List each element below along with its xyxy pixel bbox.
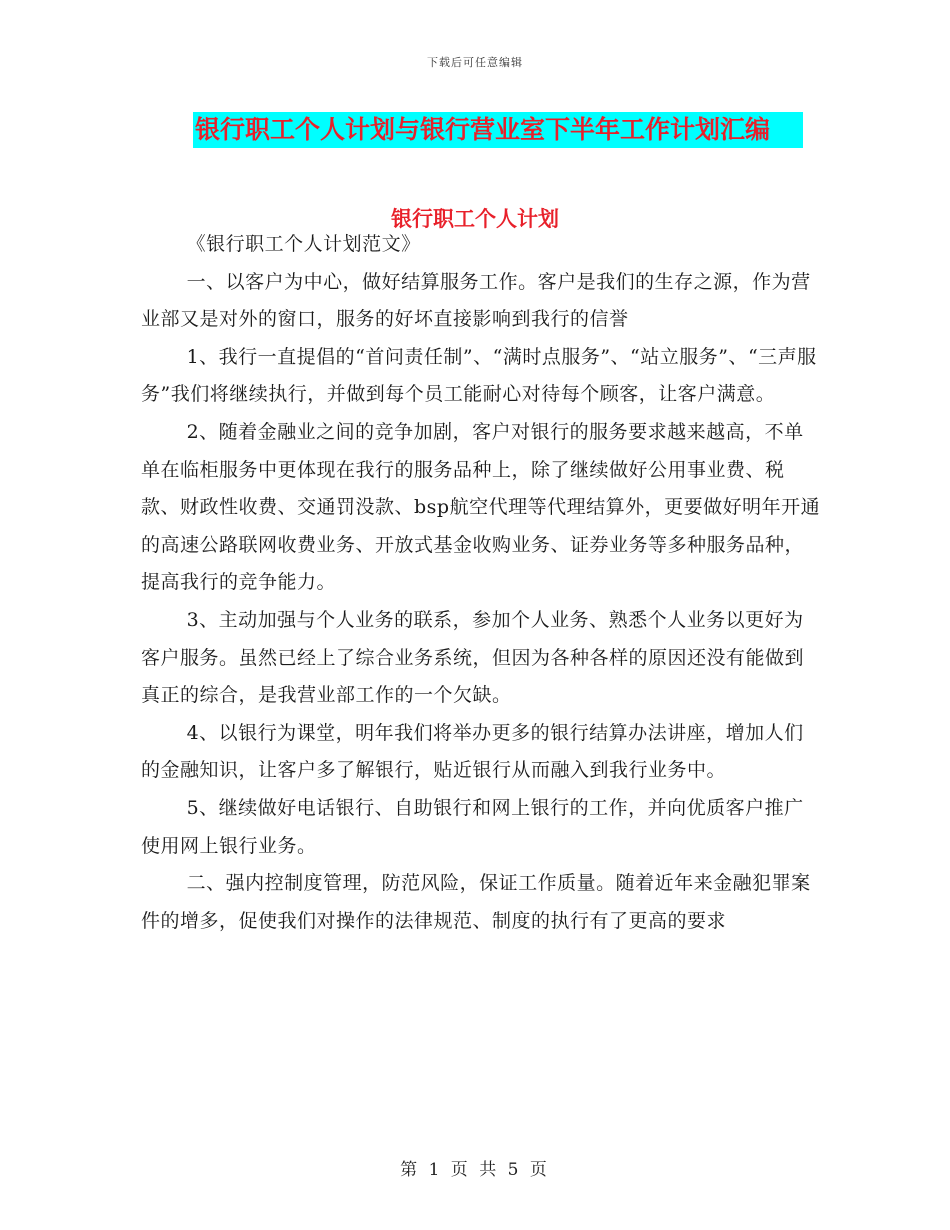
paragraph: 二、强内控制度管理，防范风险，保证工作质量。随着近年来金融犯罪案件的增多，促使我们对操作的法律规范、制度的执行有了更高的要求	[141, 872, 811, 932]
page-number: 第 1 页 共 5 页	[400, 1160, 550, 1180]
header-note: 下载后可任意编辑	[427, 56, 523, 69]
paragraph: 3、主动加强与个人业务的联系，参加个人业务、熟悉个人业务以更好为客户服务。虽然已经上了综合业务系统，但因为各种各样的原因还没有能做到真正的综合，是我营业部工作的一个欠缺。	[141, 608, 805, 707]
paragraph: 5、继续做好电话银行、自助银行和网上银行的工作，并向优质客户推广使用网上银行业务。	[141, 796, 804, 857]
section-title: 银行职工个人计划	[391, 206, 559, 231]
paragraph: 2、随着金融业之间的竞争加剧，客户对银行的服务要求越来越高，不单单在临柜服务中更体现在我行的服务品种上，除了继续做好公用事业费、税款、财政性收费、交通罚没款、bsp航空代理等代理结算外，更要做好明年开通的高速公路联网收费业务、开放式基金收购业务、证券业务等多种服务品种，提高我行的竞争能力。	[141, 420, 821, 594]
document-body	[141, 226, 821, 940]
paragraph: 1、我行一直提倡的“首问责任制”、“满时点服务”、“站立服务”、“三声服务”我们将继续执行，并做到每个员工能耐心对待每个顾客，让客户满意。	[141, 345, 817, 406]
paragraph: 《银行职工个人计划范文》	[186, 233, 421, 255]
paragraph: 一、以客户为中心，做好结算服务工作。客户是我们的生存之源，作为营业部又是对外的窗口，服务的好坏直接影响到我行的信誉	[141, 270, 811, 331]
paragraph: 4、以银行为课堂，明年我们将举办更多的银行结算办法讲座，增加人们的金融知识，让客户多了解银行，贴近银行从而融入到我行业务中。	[141, 721, 804, 782]
document-title: 银行职工个人计划与银行营业室下半年工作计划汇编	[195, 115, 771, 144]
